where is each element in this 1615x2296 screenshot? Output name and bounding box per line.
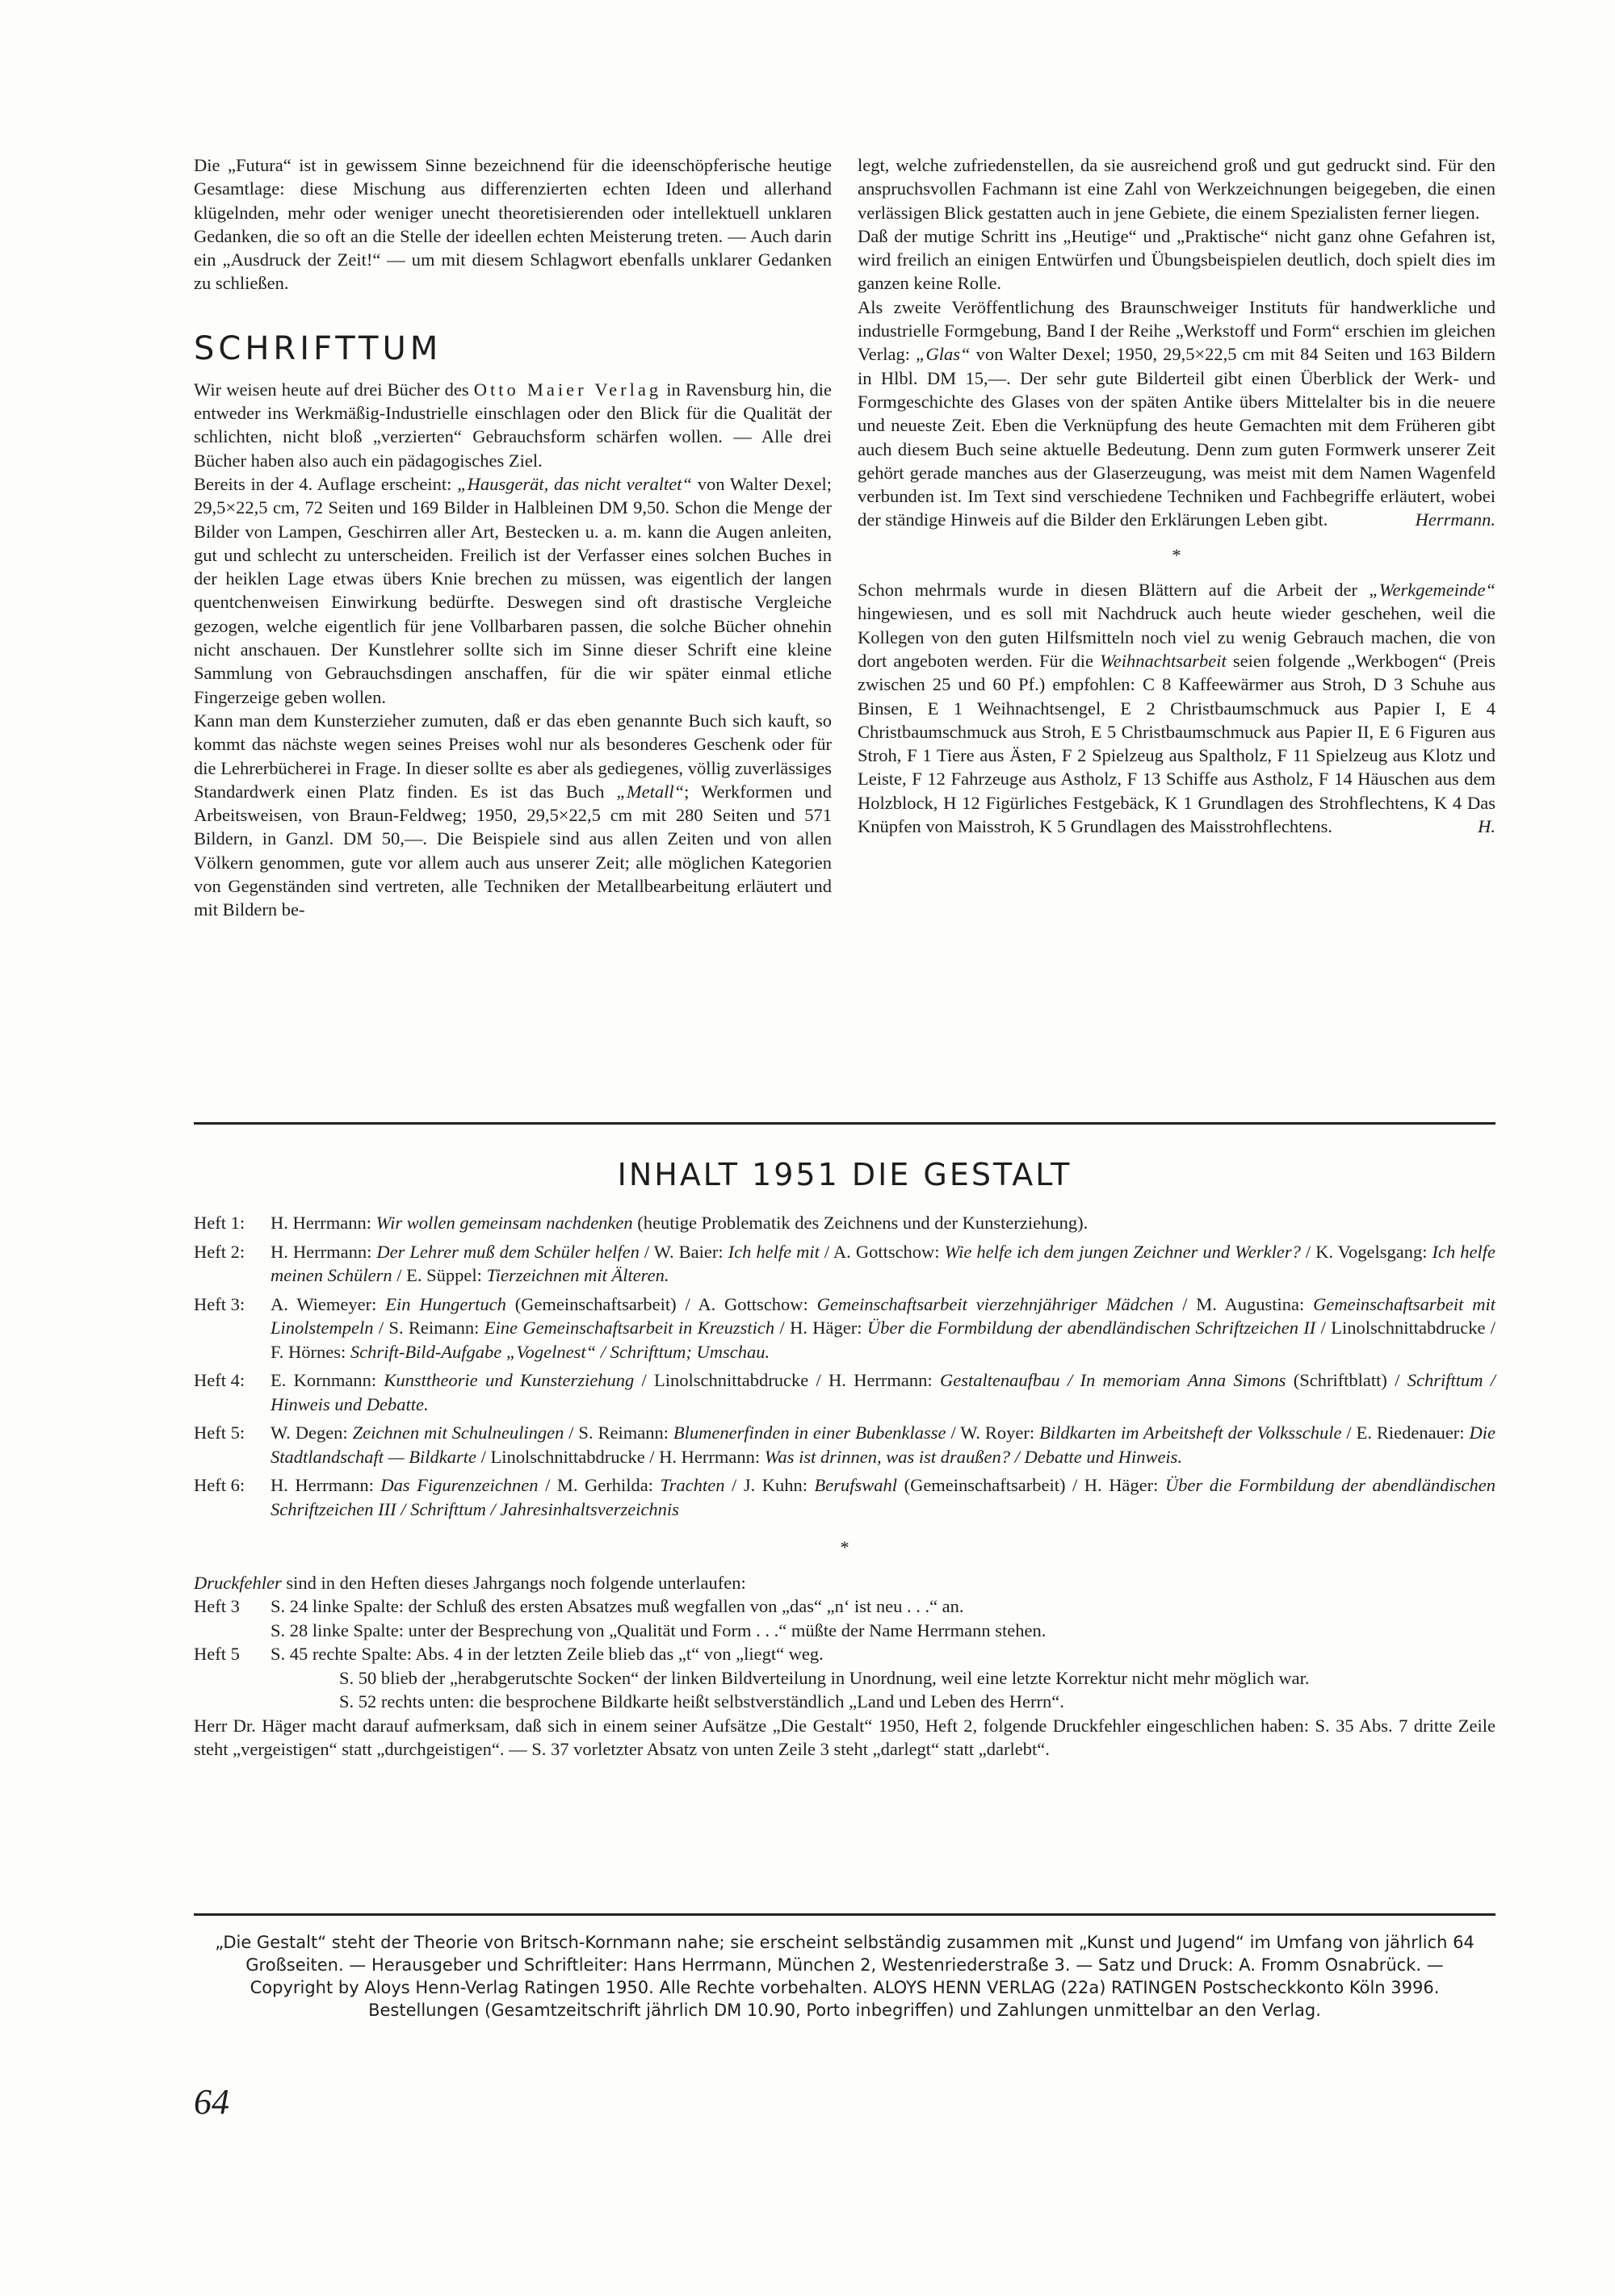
heft-entry <box>194 1240 1495 1288</box>
heft-entry <box>194 1473 1495 1521</box>
druckfehler-intro: Druckfehler sind in den Heften dieses Jahrgangs noch folgende unterlaufen: <box>194 1572 746 1593</box>
druckfehler-text: S. 52 rechts unten: die besprochene Bildkarte heißt selbstverständlich „Land und Leben des Herrn“. <box>339 1691 1064 1712</box>
heft-entry <box>194 1211 1495 1235</box>
druckfehler-heft-label: Heft 5 <box>194 1644 240 1664</box>
divider-rule-top <box>194 1122 1495 1125</box>
section-heading-schrifttum: SCHRIFTTUM <box>194 329 443 367</box>
schrifttum-paragraph-2: Bereits in der 4. Auflage erscheint: „Hausgerät, das nicht veraltet“ von Walter Dexel; 29,5×22,5 cm, 72 Seiten und 169 Bilder in Halbleinen DM 9,50. Schon die Menge der Bilder von Lampen, Geschirren aller Art, Bestecken u. a. m. kann die Augen anleiten, gut und schlecht zu unterscheiden. Freilich ist der Verfasser eines solchen Buches in der heiklen Lage etwas übers Knie brechen zu müssen, was eigentlich der langen quentchenweisen Einwirkung bedürfte. Deswegen sind oft drastische Vergleiche gezogen, welche eigentlich für jene Vollbarbaren passen, die solche Bücher ohnehin nicht anschauen. Der Kunstlehrer sollte sich im Sinne dieser Schrift eine kleine Sammlung von Gebrauchsdingen anschaffen, für die wir später einmal etliche Fingerzeige geben wollen. <box>194 473 832 707</box>
intro-paragraph: Die „Futura“ ist in gewissem Sinne bezeichnend für die ideenschöpferische heutige Gesamtlage: diese Mischung aus differenzierten echten Ideen und allerhand klügelnden, mehr oder weniger unecht theoretisierenden oder intellektuell unklaren Gedanken, die so oft an die Stelle der ideellen echten Meisterung treten. — Auch darin ein „Ausdruck der Zeit!“ — um mit diesem Schlagwort ebenfalls unklarer Gedanken zu schließen. <box>194 155 832 294</box>
heft-label: Heft 6: <box>194 1475 245 1495</box>
druckfehler-item <box>194 1594 1495 1619</box>
heft-contents: H. Herrmann: Wir wollen gemeinsam nachdenken (heutige Problematik des Zeichnens und der Kunsterziehung). <box>271 1213 1089 1233</box>
heft-label: Heft 4: <box>194 1370 245 1390</box>
druckfehler-heft-label: Heft 3 <box>194 1596 240 1616</box>
heft-list <box>194 1211 1495 1521</box>
book-title-glas: „Glas“ <box>916 344 971 365</box>
schrifttum-paragraph-3: Kann man dem Kunsterzieher zumuten, daß er das eben genannte Buch sich kauft, so kommt das nächste wegen seines Preises wohl nur als besonderes Geschenk oder für die Lehrerbücherei in Frage. In dieser sollte es aber als gediegenes, völlig zuverlässiges Standardwerk einen Platz finden. Es ist das Buch „Metall“; Werkformen und Arbeitsweisen, von Braun-Feldweg; 1950, 29,5×22,5 cm mit 280 Seiten und 571 Bildern, in Ganzl. DM 50,—. Die Beispiele sind aus allen Zeiten und von allen Völkern genommen, gute vor allem auch aus unserer Zeit; alle möglichen Kategorien von Gegenständen sind vertreten, alle Techniken der Metallbearbeitung erläutert und mit Bildern be- <box>194 710 832 920</box>
druckfehler-list <box>194 1594 1495 1714</box>
book-title-metall: „Metall“ <box>616 781 685 802</box>
heft-contents: H. Herrmann: Der Lehrer muß dem Schüler helfen / W. Baier: Ich helfe mit / A. Gottschow: Wie helfe ich dem jungen Zeichner und Werkler? / K. Vogelsgang: Ich helfe meinen Schülern / E. Süppel: Tierzeichnen mit Älteren. <box>271 1241 1495 1285</box>
druckfehler-item <box>194 1690 1495 1714</box>
heft-contents: H. Herrmann: Das Figurenzeichnen / M. Gerhilda: Trachten / J. Kuhn: Berufswahl (Gemeinschaftsarbeit) / H. Häger: Über die Formbildung der abendländischen Schriftzeichen III / Schrifttum / Jahresinhaltsverzeichnis <box>271 1475 1495 1519</box>
druckfehler-section <box>194 1571 1495 1762</box>
heft-contents: W. Degen: Zeichnen mit Schulneulingen / S. Reimann: Blumenerfinden in einer Bubenklasse / W. Royer: Bildkarten im Arbeitsheft der Volksschule / E. Riedenauer: Die Stadtlandschaft — Bildkarte / Linolschnittabdrucke / H. Herrmann: Was ist drinnen, was ist draußen? / Debatte und Hinweis. <box>271 1422 1495 1467</box>
druckfehler-item <box>194 1666 1495 1691</box>
druckfehler-heft-label <box>194 1666 271 1691</box>
inhalt-title: INHALT 1951 DIE GESTALT <box>617 1157 1072 1192</box>
heft-contents: E. Kornmann: Kunsttheorie und Kunsterziehung / Linolschnittabdrucke / H. Herrmann: Gestaltenaufbau / In memoriam Anna Simons (Schriftblatt) / Schrifttum / Hinweis und Debatte. <box>271 1370 1496 1414</box>
haeger-note: Herr Dr. Häger macht darauf aufmerksam, daß sich in einem seiner Aufsätze „Die Gestalt“ 1950, Heft 2, folgende Druckfehler eingeschlichen haben: S. 35 Abs. 7 dritte Zeile steht „vergeistigen“ statt „durchgeistigen“. — S. 37 vorletzter Absatz von unten Zeile 3 steht „darlegt“ statt „darlebt“. <box>194 1715 1495 1759</box>
divider-rule-bottom <box>194 1913 1495 1916</box>
heft-label: Heft 3: <box>194 1293 245 1314</box>
heft-entry <box>194 1421 1495 1469</box>
druckfehler-item <box>194 1642 1495 1666</box>
druckfehler-item <box>194 1619 1495 1643</box>
right-paragraph-3: Als zweite Veröffentlichung des Braunschweiger Instituts für handwerkliche und industrielle Formgebung, Band I der Reihe „Werkstoff und Form“ erschien im gleichen Verlag: „Glas“ von Walter Dexel; 1950, 29,5×22,5 cm mit 84 Seiten und 163 Bildern in Hlbl. DM 15,—. Der sehr gute Bilderteil gibt einen Überblick der Werk- und Formgeschichte des Glases von der späten Antike übers Mittelalter bis in die neuere und neueste Zeit. Eben die Verknüpfung des heute Gemachten mit dem Früheren gibt auch diesem Buch seine aktuelle Bedeutung. Denn zum guten Formwerk unserer Zeit gehört gerade manches aus der Glaserzeugung, was meist mit dem Namen Wagenfeld verbunden ist. Im Text sind verschiedene Techniken und Fachbegriffe erläutert, wobei der ständige Hinweis auf die Bilder den Erklärungen Leben gibt. Herrmann. <box>858 295 1495 532</box>
right-paragraph-4: Schon mehrmals wurde in diesen Blättern auf die Arbeit der „Werkgemeinde“ hingewiesen, und es soll mit Nachdruck auch heute wieder geschehen, weil die Kollegen von den guten Hilfsmitteln noch viel zu wenig Gebrauch machen, die von dort angeboten werden. Für die Weihnachtsarbeit seien folgende „Werkbogen“ (Preis zwischen 25 und 60 Pf.) empfohlen: C 8 Kaffeewärmer aus Stroh, D 3 Schuhe aus Binsen, E 1 Weihnachtsengel, E 2 Christbaumschmuck aus Papier I, E 4 Christbaumschmuck aus Stroh, E 5 Christbaumschmuck aus Papier II, E 6 Figuren aus Stroh, F 1 Tiere aus Ästen, F 2 Spielzeug aus Spaltholz, F 11 Spielzeug aus Klotz und Leiste, F 12 Fahrzeuge aus Astholz, F 13 Schiffe aus Astholz, F 14 Häuschen aus dem Holzblock, H 12 Figürliches Festgebäck, K 1 Grundlagen des Strohflechtens, K 4 Das Knüpfen von Maisstroh, K 5 Grundlagen des Maisstrohflechtens. H. <box>858 578 1495 838</box>
section-separator-star: * <box>1172 544 1181 565</box>
page-number: 64 <box>194 2082 229 2122</box>
author-signature-herrmann: Herrmann. <box>1415 509 1495 530</box>
druckfehler-heft-label <box>194 1690 271 1714</box>
right-column <box>858 153 1495 838</box>
druckfehler-text: S. 45 rechte Spalte: Abs. 4 in der letzten Zeile blieb das „t“ von „liegt“ weg. <box>271 1644 824 1664</box>
heft-label: Heft 5: <box>194 1422 245 1443</box>
book-title-hausgeraet: „Hausgerät, das nicht veraltet“ <box>457 473 692 494</box>
druckfehler-text: S. 50 blieb der „herabgerutschte Socken“ der linken Bildverteilung in Unordnung, weil eine letzte Korrektur nicht mehr möglich war. <box>339 1667 1310 1688</box>
heft-label: Heft 1: <box>194 1213 245 1233</box>
left-column <box>194 153 832 922</box>
heft-contents: A. Wiemeyer: Ein Hungertuch (Gemeinschaftsarbeit) / A. Gottschow: Gemeinschaftsarbeit vierzehnjähriger Mädchen / M. Augustina: Gemeinschaftsarbeit mit Linolstempeln / S. Reimann: Eine Gemeinschaftsarbeit in Kreuzstich / H. Häger: Über die Formbildung der abendländischen Schriftzeichen II / Linolschnittabdrucke / F. Hörnes: Schrift-Bild-Aufgabe „Vogelnest“ / Schrifttum; Umschau. <box>271 1293 1496 1362</box>
right-paragraph-1: legt, welche zufriedenstellen, da sie ausreichend groß und gut gedruckt sind. Für den anspruchsvollen Fachmann ist eine Zahl von Werkzeichnungen beigegeben, die einen verlässigen Blick gestatten auch in jene Gebiete, die einem Spezialisten ferner liegen. <box>858 155 1495 223</box>
table-of-contents <box>194 1211 1495 1762</box>
druckfehler-text: S. 28 linke Spalte: unter der Besprechung von „Qualität und Form . . .“ müßte der Name Herrmann stehen. <box>271 1619 1047 1640</box>
publisher-name: Otto Maier Verlag <box>473 379 662 400</box>
schrifttum-paragraph-1: Wir weisen heute auf drei Bücher des Otto Maier Verlag in Ravensburg hin, die entweder ins Werkmäßig-Industrielle einschlagen oder den Blick für die Qualität der schlichten, nicht bloß „verzierten“ Gebrauchsform schärfen wollen. — Alle drei Bücher haben also auch ein pädagogisches Ziel. <box>194 379 832 471</box>
heft-label: Heft 2: <box>194 1241 245 1262</box>
contents-separator-star: * <box>840 1537 849 1557</box>
right-paragraph-2: Daß der mutige Schritt ins „Heutige“ und „Praktische“ nicht ganz ohne Gefahren ist, wird freilich an einigen Entwürfen und Übungsbeispielen deutlich, doch spielt dies im ganzen keine Rolle. <box>858 225 1495 294</box>
author-signature-h: H. <box>1478 816 1495 837</box>
heft-entry <box>194 1293 1495 1364</box>
imprint-footer: „Die Gestalt“ steht der Theorie von Britsch-Kornmann nahe; sie erscheint selbständig zusammen mit „Kunst und Jugend“ im Umfang von jährlich 64 Großseiten. — Herausgeber und Schriftleiter: Hans Herrmann, München 2, Westenriederstraße 3. — Satz und Druck: A. Fromm Osnabrück. — Copyright by Aloys Henn-Verlag Ratingen 1950. Alle Rechte vorbehalten. ALOYS HENN VERLAG (22a) RATINGEN Postscheckkonto Köln 3996. Bestellungen (Gesamtzeitschrift jährlich DM 10.90, Porto inbegriffen) und Zahlungen unmittelbar an den Verlag. <box>215 1933 1474 2020</box>
druckfehler-text: S. 24 linke Spalte: der Schluß des ersten Absatzes muß wegfallen von „das“ „n‘ ist neu . . .“ an. <box>271 1596 964 1616</box>
druckfehler-heft-label <box>194 1619 271 1643</box>
werkgemeinde-title: „Werkgemeinde“ <box>1369 580 1495 601</box>
heft-entry <box>194 1368 1495 1416</box>
